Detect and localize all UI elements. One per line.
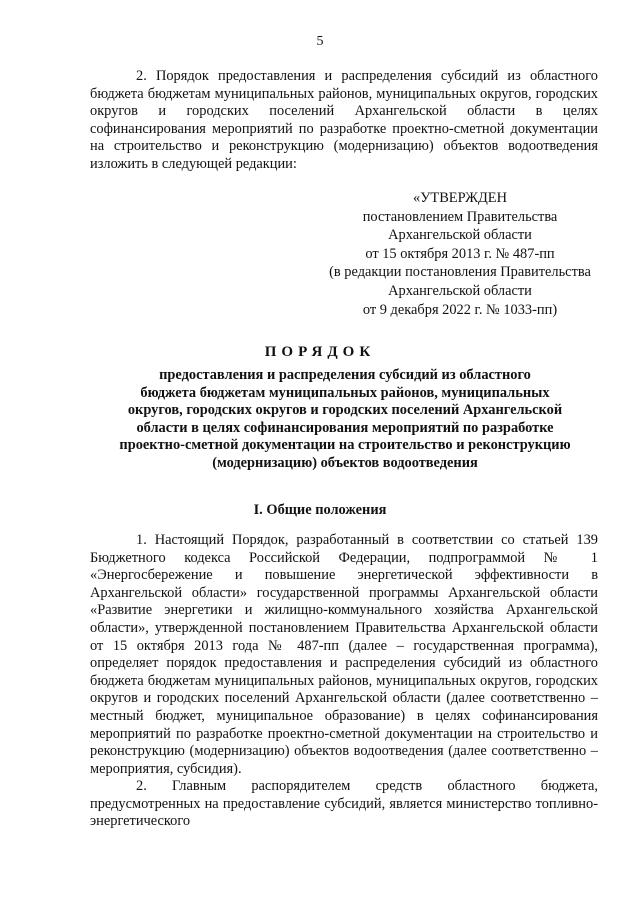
document-subtitle [90,367,600,473]
subtitle-line: проектно-сметной документации на строительство и реконструкцию [119,437,571,454]
approval-line: от 15 октября 2013 г. № 487-пп [365,245,555,262]
document-title: ПОРЯДОК [264,344,376,360]
section-heading: I. Общие положения [253,502,387,518]
subtitle-line: (модернизацию) объектов водоотведения [212,454,478,471]
approval-line: Архангельской области [388,282,532,299]
approval-line: Архангельской области [388,227,532,244]
approval-line: от 9 декабря 2022 г. № 1033-пп) [362,301,558,318]
subtitle-line: предоставления и распределения субсидий из областного [159,367,531,383]
approval-line: (в редакции постановления Правительства [329,264,591,281]
approval-stamp [300,189,620,319]
subtitle-line: области в целях софинансирования мероприятий по разработке [136,419,554,436]
page-number: 5 [316,34,324,49]
subtitle-line: округов, городских округов и городских поселений Архангельской [127,402,563,419]
approval-line: «УТВЕРЖДЕН [413,190,507,206]
intro-paragraph: 2. Порядок предоставления и распределения субсидий из областного бюджета бюджетам муниципальных районов, муниципальных округов, городских округов и городских поселений Архангельской области в целях софинансирования мероприятий по разработке проектно-сметной документации на строительство и реконструкцию (модернизацию) объектов водоотведения изложить в следующей редакции: [90,68,598,172]
section-paragraph-2: 2. Главным распорядителем средств областного бюджета, предусмотренных на предоставление субсидий, является министерство топливно-энергетического [90,778,598,830]
section-paragraph-1: 1. Настоящий Порядок, разработанный в соответствии со статьей 139 Бюджетного кодекса Российской Федерации, подпрограммой № 1 «Энергосбережение и повышение энергетической эффективности в Архангельской области» государственной программы Архангельской области «Развитие энергетики и жилищно-коммунального хозяйства Архангельской области», утвержденной постановлением Правительства Архангельской области от 15 октября 2013 года № 487-пп (далее – государственная программа), определяет порядок предоставления и распределения субсидий из областного бюджета бюджетам муниципальных районов, муниципальных округов, городских округов и городских поселений Архангельской области (далее соответственно – местный бюджет, муниципальное образование) в целях софинансирования мероприятий по разработке проектно-сметной документации на строительство и реконструкцию (модернизацию) объектов водоотведения (далее соответственно – мероприятия, субсидия). [90,532,598,777]
subtitle-line: бюджета бюджетам муниципальных районов, муниципальных [140,384,550,401]
approval-line: постановлением Правительства [362,208,558,225]
